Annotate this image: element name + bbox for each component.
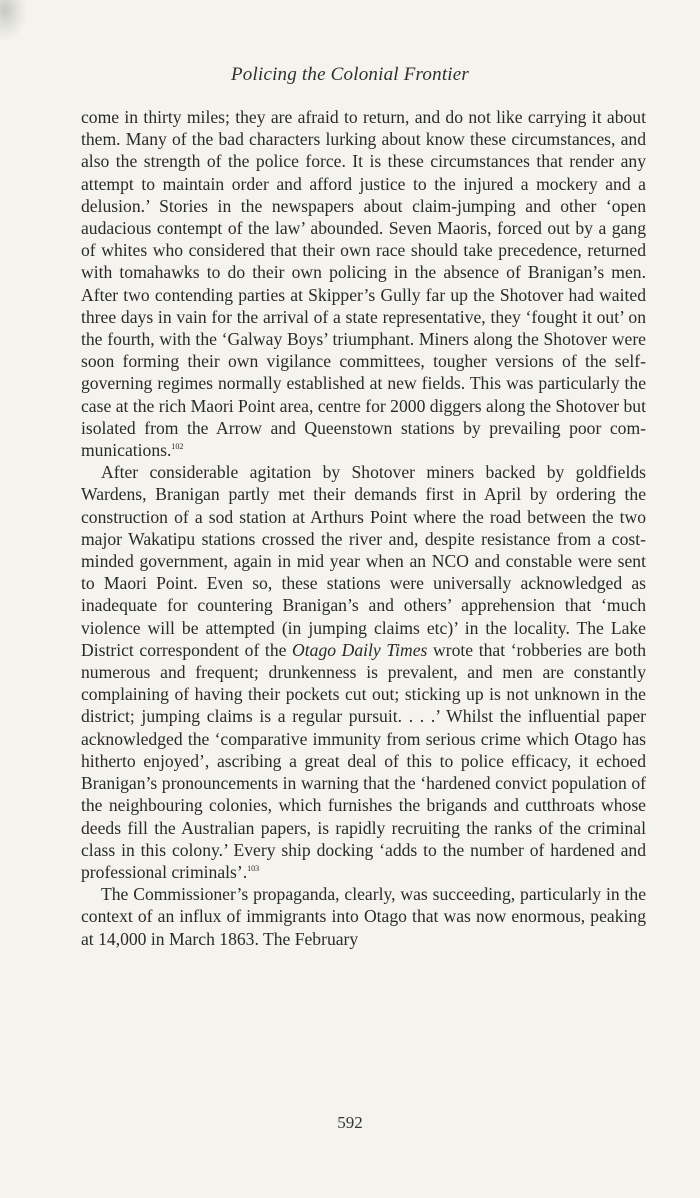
paragraph [81,461,646,883]
paragraph-text: come in thirty miles; they are afraid to return, and do not like carrying it about them. Many of the bad characters lurking about know these circumstances, and also the strength of the police force. It is these circumstances that render any attempt to maintain order and afford justice to the injured a mockery and a delusion.’ Stories in the newspapers about claim-jumping and other ‘open audacious contempt of the law’ abounded. Seven Maoris, forced out by a gang of whites who considered that their own race should take precedence, returned with tomahawks to do their own policing in the absence of Branigan’s men. After two contending parties at Skipper’s Gully far up the Shotover had waited three days in vain for the arrival of a state representative, they ‘fought it out’ on the fourth, with the ‘Galway Boys’ triumphant. Miners along the Shotover were soon forming their own vigilance committees, tougher versions of the self-governing regimes normally established at new fields. This was particularly the case at the rich Maori Point area, centre for 2000 diggers along the Shotover but isolated from the Arrow and Queenstown stations by prevailing poor communications. [81,107,646,461]
paragraph-text: The Commissioner’s propaganda, clearly, was succeeding, particularly in the context of an influx of immigrants into Otago that was now enormous, peaking at 14,000 in March 1863. The February [81,884,646,949]
page-number: 592 [337,1113,363,1132]
page-corner-smudge [0,0,26,40]
footnote-marker: 102 [171,442,184,452]
footnote-marker: 103 [247,863,260,873]
paragraph [81,883,646,950]
italic-title: Otago Daily Times [292,639,428,660]
paragraph-text: wrote that ‘robberies are both numerous and frequent; drunkenness is prevalent, and men are constantly complaining of having their pockets cut out; sticking up is not unknown in the district; jumping claims is a regular pursuit. . . .’ Whilst the influential paper acknowledged the ‘comparative immunity from serious crime which Otago has hitherto enjoyed’, ascribing a great deal of this to police efficacy, it echoed Branigan’s pronouncements in warning that the ‘hardened convict population of the neighbouring colonies, which furnishes the brigands and cutthroats whose deeds fill the Australian papers, is rapidly recruiting the ranks of the criminal class in this colony.’ Every ship docking ‘adds to the number of hardened and professional criminals’. [81,639,647,882]
running-head: Policing the Colonial Frontier [230,64,470,85]
paragraph [81,106,646,461]
paragraph-text: After considerable agitation by Shotover miners backed by goldfields Wardens, Branigan partly met their demands first in April by ordering the construction of a sod station at Arthurs Point where the road between the two major Wakatipu stations crossed the river and, despite resistance from a cost-minded government, again in mid year when an NCO and constable were sent to Maori Point. Even so, these stations were universally acknowledged as inadequate for countering Branigan’s and others’ apprehension that ‘much violence will be attempted (in jumping claims etc)’ in the locality. The Lake District correspondent of the [81,462,646,660]
body-text [81,106,646,950]
